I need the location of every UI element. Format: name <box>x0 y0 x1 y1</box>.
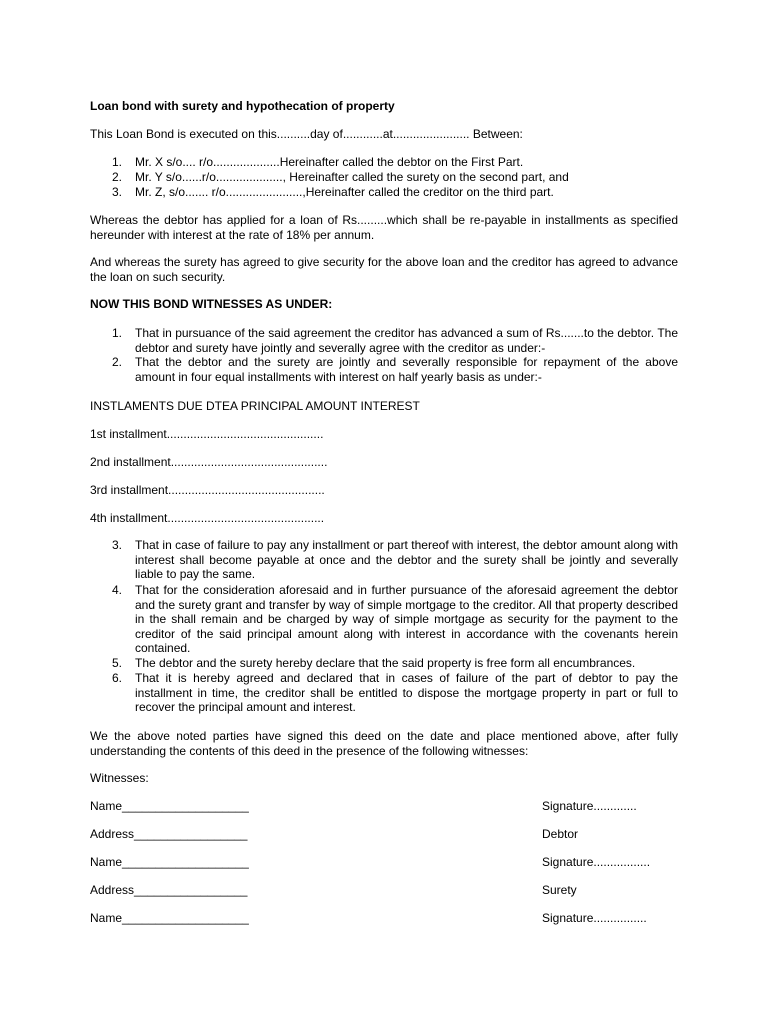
witness-name-field: Name___________________ <box>90 799 249 813</box>
installments-header: INSTLAMENTS DUE DTEA PRINCIPAL AMOUNT INTEREST <box>90 399 420 413</box>
party-number: 1. <box>112 155 123 169</box>
witness-address-field: Address_________________ <box>90 827 248 841</box>
clause-number: 6. <box>112 671 123 685</box>
clause-2: That the debtor and the surety are jointly and severally responsible for repayment of the above amount in four equal installments with interest on half yearly basis as under:- <box>135 355 678 384</box>
debtor-label: Debtor <box>542 827 579 841</box>
debtor-signature-field: Signature............. <box>542 799 637 813</box>
clause-number: 3. <box>112 538 123 552</box>
witness-name-field: Name___________________ <box>90 911 249 925</box>
installment-1: 1st installment............................................... <box>90 427 324 441</box>
whereas-paragraph-1: Whereas the debtor has applied for a loan of Rs.........which shall be re-payable in installments as specified hereunder with interest at the rate of 18% per annum. <box>90 213 678 242</box>
party-number: 3. <box>112 185 123 199</box>
creditor-signature-field: Signature................ <box>542 911 647 925</box>
whereas-paragraph-2: And whereas the surety has agreed to give security for the above loan and the creditor has agreed to advance the loan on such security. <box>90 255 678 284</box>
document-title: Loan bond with surety and hypothecation of property <box>90 99 395 113</box>
party-surety: Mr. Y s/o......r/o...................., Hereinafter called the surety on the second part, and <box>135 170 569 184</box>
surety-signature-field: Signature................. <box>542 855 651 869</box>
installment-4: 4th installment............................................... <box>90 511 325 525</box>
installment-3: 3rd installment............................................... <box>90 483 325 497</box>
witnesses-label: Witnesses: <box>90 771 149 785</box>
clause-number: 5. <box>112 656 123 670</box>
clause-5: The debtor and the surety hereby declare that the said property is free form all encumbrances. <box>135 656 636 670</box>
witnesses-heading: NOW THIS BOND WITNESSES AS UNDER: <box>90 297 333 311</box>
clause-4: That for the consideration aforesaid and in further pursuance of the aforesaid agreement the debtor and the surety grant and transfer by way of simple mortgage to the creditor. All that property described in the shall remain and be charged by way of simple mortgage as security for the payment to the creditor of the said principal amount along with interest in accordance with the covenants herein contained. <box>135 583 678 655</box>
surety-label: Surety <box>542 883 577 897</box>
party-creditor: Mr. Z, s/o....... r/o.......................,Hereinafter called the creditor on the third part. <box>135 185 554 199</box>
installment-2: 2nd installment............................................... <box>90 455 328 469</box>
execution-line: This Loan Bond is executed on this..........day of............at....................... Between: <box>90 127 523 141</box>
witness-name-field: Name___________________ <box>90 855 249 869</box>
witness-address-field: Address_________________ <box>90 883 248 897</box>
party-debtor: Mr. X s/o.... r/o....................Hereinafter called the debtor on the First Part. <box>135 155 524 169</box>
clause-number: 2. <box>112 355 123 369</box>
clause-number: 1. <box>112 326 123 340</box>
party-number: 2. <box>112 170 123 184</box>
clause-number: 4. <box>112 583 123 597</box>
clause-1: That in pursuance of the said agreement the creditor has advanced a sum of Rs.......to the debtor. The debtor and surety have jointly and severally agree with the creditor as under:- <box>135 326 678 355</box>
clause-3: That in case of failure to pay any installment or part thereof with interest, the debtor amount along with interest shall become payable at once and the debtor and the surety shall be jointly and severally liable to pay the same. <box>135 538 678 581</box>
closing-paragraph: We the above noted parties have signed this deed on the date and place mentioned above, after fully understanding the contents of this deed in the presence of the following witnesses: <box>90 729 678 758</box>
clause-6: That it is hereby agreed and declared that in cases of failure of the part of debtor to pay the installment in time, the creditor shall be entitled to dispose the mortgage property in part or full to recover the principal amount and interest. <box>135 671 678 714</box>
